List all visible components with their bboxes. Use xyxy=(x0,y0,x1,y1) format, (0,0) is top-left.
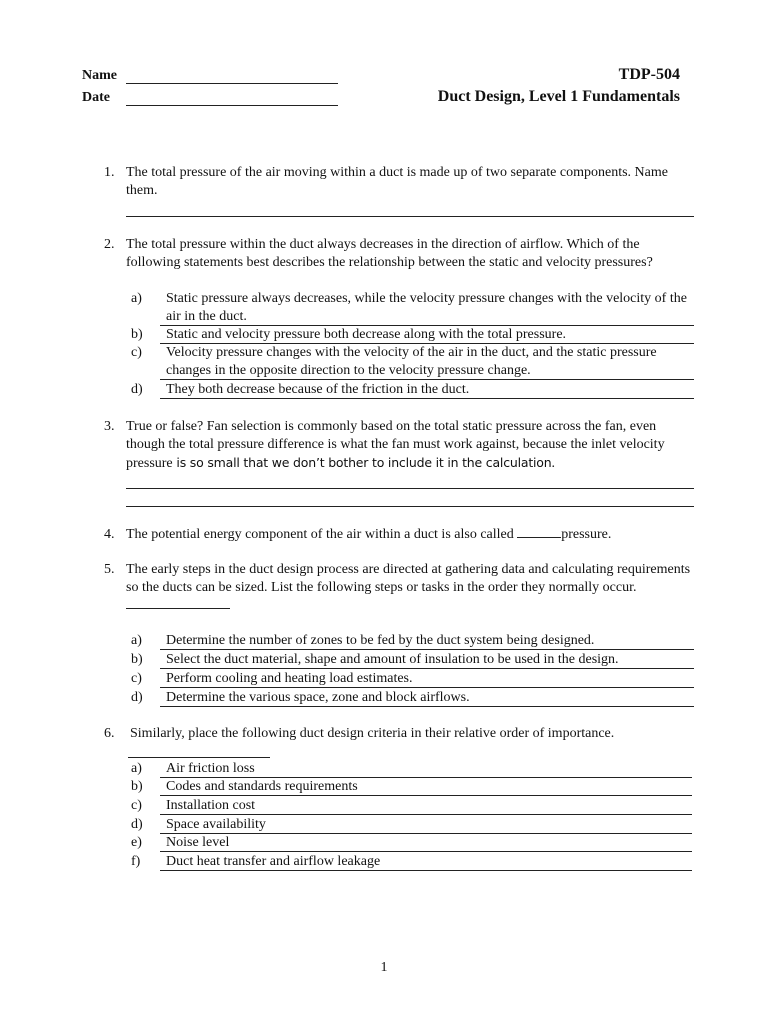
option-text: Air friction loss xyxy=(166,761,255,776)
name-label: Name xyxy=(82,68,117,83)
option-text: Static pressure always decreases, while the velocity pressure changes with the velocity of the air in the duct. xyxy=(166,291,687,324)
option-divider xyxy=(160,870,692,871)
page-number: 1 xyxy=(380,960,388,975)
answer-line-3a[interactable] xyxy=(126,488,694,489)
date-label: Date xyxy=(82,90,110,105)
question-text-part: True or false? Fan selection is commonly based on the total static pressure across the fan, even though the total pressure difference is what the fan must work against, because the inlet velocity pressure xyxy=(126,419,665,471)
option-text: Installation cost xyxy=(166,798,256,813)
option-text: Select the duct material, shape and amount of insulation to be used in the design. xyxy=(166,652,619,667)
option-letter: b) xyxy=(131,652,143,667)
option-letter: d) xyxy=(131,382,143,397)
option-letter: c) xyxy=(131,671,142,686)
option-letter: d) xyxy=(131,690,143,705)
question-number: 6. xyxy=(104,726,115,741)
document-code: TDP-504 xyxy=(618,66,680,83)
option-divider xyxy=(160,795,692,796)
question-text-part: The potential energy component of the air within a duct is also called xyxy=(126,527,514,542)
option-divider xyxy=(160,649,694,650)
option-text: Determine the number of zones to be fed by the duct system being designed. xyxy=(166,633,595,648)
option-letter: b) xyxy=(131,327,143,342)
question-text: The total pressure of the air moving within a duct is made up of two separate components. Name them. xyxy=(126,165,668,198)
option-divider xyxy=(160,668,694,669)
option-text: Space availability xyxy=(166,817,266,832)
option-divider xyxy=(160,706,694,707)
option-divider xyxy=(160,814,692,815)
option-letter: e) xyxy=(131,835,142,850)
option-text: Velocity pressure changes with the velocity of the air in the duct, and the static pressure changes in the opposite direction to the velocity pressure change. xyxy=(166,345,657,378)
question-number: 3. xyxy=(104,419,115,434)
option-divider xyxy=(160,687,694,688)
question-text: Similarly, place the following duct design criteria in their relative order of importance. xyxy=(130,726,615,741)
option-letter: a) xyxy=(131,761,142,776)
fill-in-blank[interactable] xyxy=(517,527,561,538)
option-divider xyxy=(160,398,694,399)
option-text: Perform cooling and heating load estimates. xyxy=(166,671,413,686)
option-text: Static and velocity pressure both decrease along with the total pressure. xyxy=(166,327,567,342)
option-letter: b) xyxy=(131,779,143,794)
answer-line-1[interactable] xyxy=(126,216,694,217)
question-number: 1. xyxy=(104,165,115,180)
question-text-part: pressure. xyxy=(561,527,612,542)
name-field[interactable] xyxy=(126,83,338,84)
question-text xyxy=(126,561,696,615)
answer-line-3b[interactable] xyxy=(126,506,694,507)
question-number: 2. xyxy=(104,237,115,252)
option-text: They both decrease because of the friction in the duct. xyxy=(166,382,470,397)
date-field[interactable] xyxy=(126,105,338,106)
question-text: The total pressure within the duct always decreases in the direction of airflow. Which of the following statements best describes the relationship between the static and velocity pressures? xyxy=(126,237,653,270)
option-letter: d) xyxy=(131,817,143,832)
option-text: Codes and standards requirements xyxy=(166,779,358,794)
option-letter: c) xyxy=(131,798,142,813)
option-divider xyxy=(160,851,692,852)
option-divider xyxy=(160,379,694,380)
option-text: Duct heat transfer and airflow leakage xyxy=(166,854,381,869)
answer-line-6[interactable] xyxy=(128,757,270,758)
option-letter: a) xyxy=(131,633,142,648)
fill-in-blank[interactable] xyxy=(126,598,230,609)
option-text: Determine the various space, zone and block airflows. xyxy=(166,690,470,705)
option-letter: a) xyxy=(131,291,142,306)
document-title: Duct Design, Level 1 Fundamentals xyxy=(437,88,680,105)
question-text-part: The early steps in the duct design process are directed at gathering data and calculating requirements so the ducts can be sized. List the following steps or tasks in the order they normally occur. xyxy=(126,562,691,595)
question-text-part: . xyxy=(551,456,555,471)
option-letter: c) xyxy=(131,345,142,360)
question-number: 5. xyxy=(104,562,115,577)
option-text: Noise level xyxy=(166,835,230,850)
question-text xyxy=(126,418,696,473)
question-text-part: is so small that we don’t bother to include it in the calculation xyxy=(172,455,552,470)
question-number: 4. xyxy=(104,527,115,542)
question-text xyxy=(126,526,696,544)
option-letter: f) xyxy=(131,854,141,869)
